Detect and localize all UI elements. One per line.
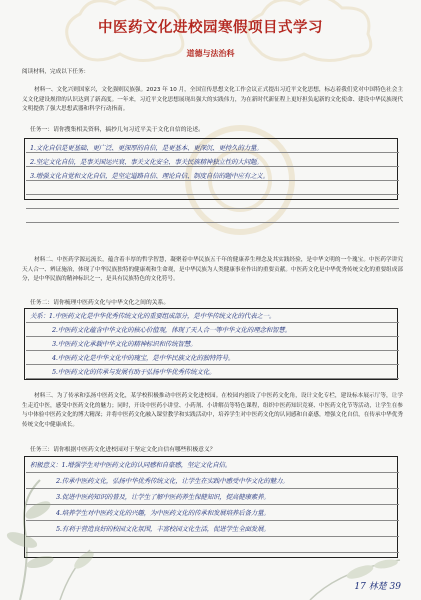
- handwritten-answer: 5.中医药文化的传承与发展有助于弘扬中华优秀传统文化。: [52, 368, 216, 376]
- answer-line: [26, 194, 399, 195]
- answer-line: [26, 166, 399, 167]
- handwritten-answer: 5.有利于营造良好的校园文化氛围，丰富校园文化生活，促进学生全面发展。: [56, 525, 270, 533]
- subject-label: 道德与法治科: [186, 49, 235, 58]
- answer-line: [26, 152, 399, 153]
- handwritten-answer: 3.中医药文化承载中华文化的精神标识和传统智慧。: [52, 340, 197, 348]
- handwritten-answer: 关系：1.中医药文化是中华优秀传统文化的重要组成部分，是中华传统文化的代表之一。: [30, 312, 276, 320]
- answer-line: [26, 222, 399, 223]
- reading-instruction: 阅读材料，完成以下任务：: [22, 69, 90, 75]
- answer-line: [26, 350, 399, 351]
- page-title: 中医药文化进校园寒假项目式学习: [98, 20, 323, 36]
- herb-illustration: [0, 470, 110, 600]
- answer-line: [26, 378, 399, 379]
- handwritten-answer: 4.中医药文化是中华文化中的瑰宝，是中华民族文化的独特符号。: [52, 354, 235, 362]
- task-two-prompt: 任务二：请你梳理中医药文化与中华文化之间的关系。: [30, 300, 170, 306]
- answer-line: [26, 180, 399, 181]
- material-two-text: 材料二、中医药学源远流长，蕴含着丰厚的哲学智慧，凝聚着中华民族五千年的健康养生理念及其实践经验，是中华文明的一个瑰宝。中医药学讲究天人合一、辨证施治，体现了中华民族独特的健康观和生命观，是中华民族为人类健康事业作出的重要贡献。中医药文化是中华优秀传统文化的重要组成部分，是中华民族的精神标识之一，是具有民族特色的文化符号。: [22, 257, 403, 283]
- answer-line: [26, 336, 399, 337]
- handwritten-answer: 2.中医药文化蕴含中华文化的核心价值观，体现了天人合一等中华文化的理念和智慧。: [52, 326, 291, 334]
- task-three-prompt: 任务三：请你根据中医药文化进校园对于坚定文化自信有哪些积极意义？: [30, 447, 216, 453]
- handwritten-answer: 1.文化自信是更基础、更广泛、更深厚的自信，是更基本、更深沉、更持久的力量。: [30, 144, 263, 152]
- handwritten-answer: 2.传承中医药文化，弘扬中华优秀传统文化，让学生在实践中感受中华文化的魅力。: [56, 477, 289, 485]
- handwritten-answer: 3.增强文化自觉和文化自信，是坚定道路自信、理论自信、制度自信的题中应有之义。: [30, 172, 269, 180]
- answer-line: [26, 322, 399, 323]
- material-one-text: 材料一、文化兴则国家兴，文化强则民族强。2023 年 10 月，全国宣传思想文化工作会议正式提出习近平文化思想，标志着我们党对中国特色社会主义文化建设规律的认识达到了新高度。一年来，习近平文化思想展现出强大的实践伟力，为在新时代新征程上更好担负起新的文化使命、建设中华民族现代文明提供了强大思想武器和科学行动指南。: [22, 87, 403, 113]
- answer-line: [26, 364, 399, 365]
- handwritten-answer: 积极意义：1.增强学生对中医药文化的认同感和自豪感，坚定文化自信。: [30, 461, 232, 469]
- handwritten-answer: 2.坚定文化自信，是事关国运兴衰、事关文化安全、事关民族精神独立性的大问题。: [30, 158, 263, 166]
- answer-line: [26, 208, 399, 209]
- student-signature: 17 林楚 39: [354, 582, 401, 592]
- task-one-prompt: 任务一：请你搜集相关资料，搞抄几句习近平关于文化自信的论述。: [30, 127, 204, 133]
- material-three-text: 材料三、为了传承和弘扬中医药文化，某学校积极推动中医药文化进校园。在校园内创设了中医药文化角，设计文化专栏，建设标本展示厅等，让学生走近中医，感受中医药文化的魅力；同时，开设中医药小讲堂、小药剂、小讲解员等特色课程，组织中医药知识竞赛、中医药文化节等活动，让学生在参与中体验中医药文化的博大精深；并将中医药文化融入课堂教学和实践活动中，培养学生对中医药文化的认同感和自豪感，增强文化自信，在传承中华优秀传统文化中健康成长。: [22, 393, 403, 428]
- handwritten-answer: 4.培养学生对中医药文化的兴趣，为中医药文化的传承和发展培养后备力量。: [56, 509, 270, 517]
- handwritten-answer: 3.促进中医药知识的普及，让学生了解中医药养生保健知识，提高健康素养。: [56, 493, 270, 501]
